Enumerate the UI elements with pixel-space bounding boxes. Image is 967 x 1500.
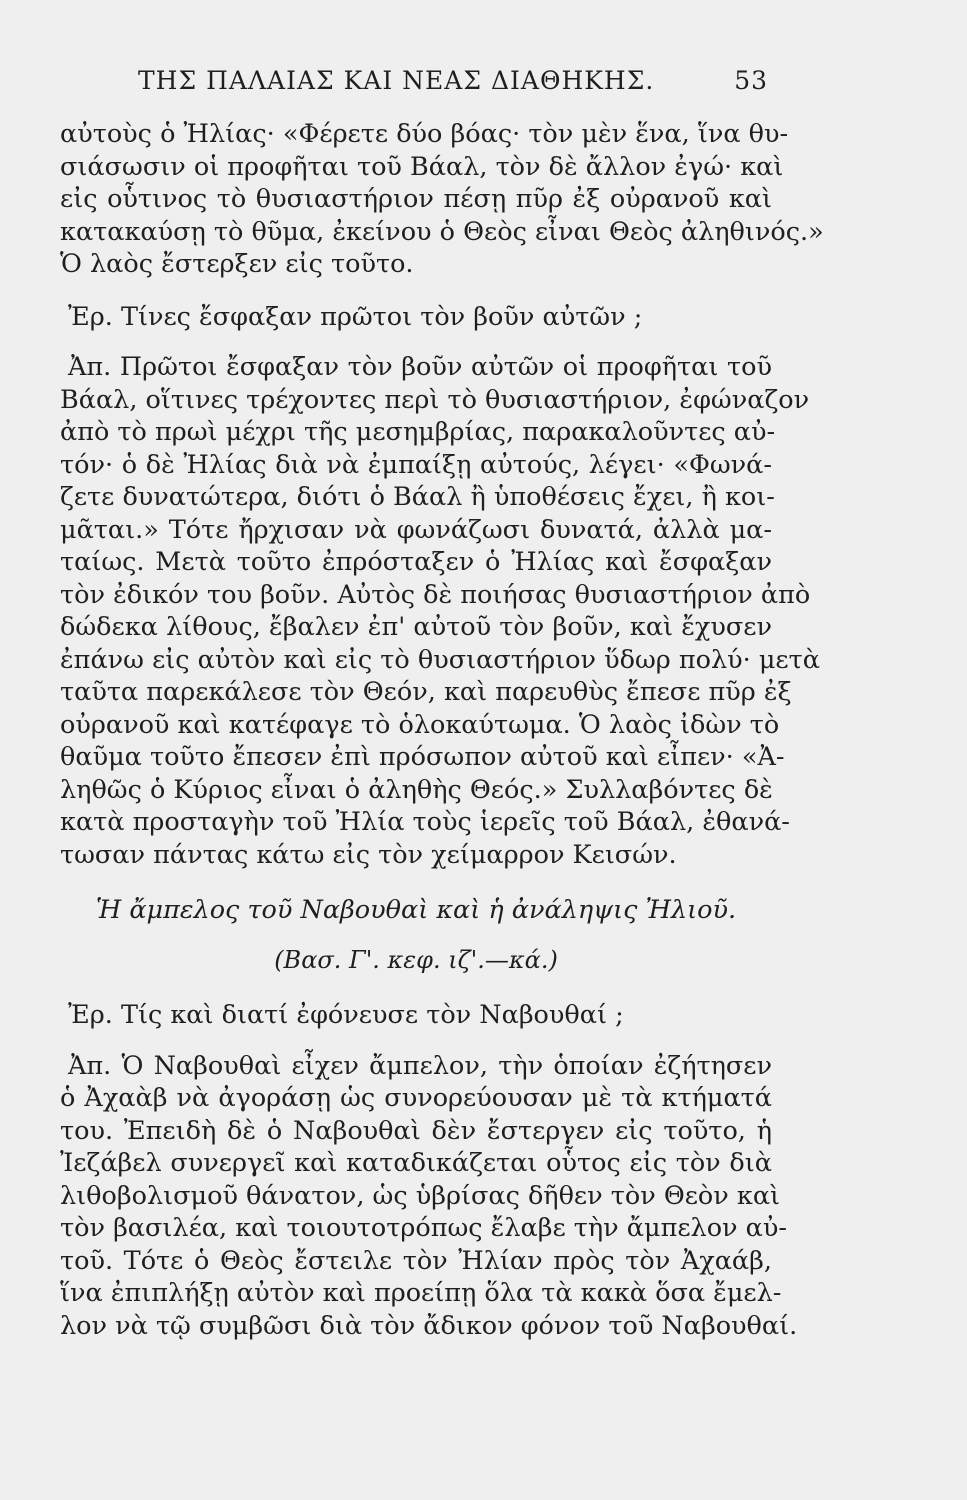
text-line: ταῦτα παρεκάλεσε τὸν Θεόν, καὶ παρευθὺς ἔπεσε πῦρ ἐξ xyxy=(60,677,792,707)
answer-paragraph xyxy=(60,351,820,871)
text-line: δώδεκα λίθους, ἔβαλεν ἐπ' αὐτοῦ τὸν βοῦν, καὶ ἔχυσεν xyxy=(60,612,772,642)
text-line: τωσαν πάντας κάτω εἰς τὸν χείμαρρον Κεισών. xyxy=(60,839,677,870)
text-line: Ἀπ. Ὁ Ναβουθαὶ εἶχεν ἄμπελον, τὴν ὁποίαν ἐζήτησεν xyxy=(68,1050,772,1081)
section-title: Ἡ ἄμπελος τοῦ Ναβουθαὶ καὶ ἡ ἀνάληψις Ἠλιοῦ. xyxy=(95,895,737,925)
text-line: εἰς οὗτινος τὸ θυσιαστήριον πέσῃ πῦρ ἐξ οὐρανοῦ καὶ xyxy=(60,184,772,214)
text-line: οὐρανοῦ καὶ κατέφαγε τὸ ὁλοκαύτωμα. Ὁ λαὸς ἰδὼν τὸ xyxy=(60,709,780,740)
text-line: κατακαύσῃ τὸ θῦμα, ἐκείνου ὁ Θεὸς εἶναι Θεὸς ἀληθινός.» xyxy=(60,216,824,247)
section-reference: (Βασ. Γ'. κεφ. ιζ'.—κά.) xyxy=(274,946,558,974)
text-line: θαῦμα τοῦτο ἔπεσεν ἐπὶ πρόσωπον αὐτοῦ καὶ εἶπεν· «Ἀ- xyxy=(60,742,785,772)
text-line: λιθοβολισμοῦ θάνατον, ὡς ὑβρίσας δῆθεν τὸν Θεὸν καὶ xyxy=(60,1180,781,1211)
text-line: Ὁ λαὸς ἔστερξεν εἰς τοῦτο. xyxy=(60,249,414,279)
answer-paragraph xyxy=(60,1050,798,1343)
text-line: τοῦ. Τότε ὁ Θεὸς ἔστειλε τὸν Ἠλίαν πρὸς τὸν Ἀχαάβ, xyxy=(60,1245,772,1276)
paragraph-continuation xyxy=(60,118,824,281)
text-line: λον νὰ τῷ συμβῶσι διὰ τὸν ἄδικον φόνον τοῦ Ναβουθαί. xyxy=(60,1310,798,1341)
text-line: ὁ Ἀχαὰβ νὰ ἀγοράσῃ ὡς συνορεύουσαν μὲ τὰ κτήματά xyxy=(60,1083,772,1113)
question-line: Ἐρ. Τίς καὶ διατί ἐφόνευσε τὸν Ναβουθαί ; xyxy=(68,1000,624,1030)
text-line: αὐτοὺς ὁ Ἠλίας· «Φέρετε δύο βόας· τὸν μὲν ἕνα, ἵνα θυ- xyxy=(60,119,789,149)
page-number: 53 xyxy=(734,66,768,95)
running-title: ΤΗΣ ΠΑΛΑΙΑΣ ΚΑΙ ΝΕΑΣ ΔΙΑΘΗΚΗΣ. xyxy=(138,66,655,95)
text-line: ἀπὸ τὸ πρωὶ μέχρι τῆς μεσημβρίας, παρακαλοῦντες αὐ- xyxy=(60,417,776,447)
text-line: ληθῶς ὁ Κύριος εἶναι ὁ ἀληθὴς Θεός.» Συλλαβόντες δὲ xyxy=(60,774,773,805)
text-line: Ἰεζάβελ συνεργεῖ καὶ καταδικάζεται οὗτος εἰς τὸν διὰ xyxy=(60,1148,772,1178)
text-line: μᾶται.» Τότε ἤρχισαν νὰ φωνάζωσι δυνατά, ἀλλὰ μα- xyxy=(60,514,772,545)
text-line: ταίως. Μετὰ τοῦτο ἐπρόσταξεν ὁ Ἠλίας καὶ ἔσφαξαν xyxy=(60,547,772,577)
text-line: ζετε δυνατώτερα, διότι ὁ Βάαλ ἢ ὑποθέσεις ἔχει, ἢ κοι- xyxy=(60,482,775,512)
spacer xyxy=(60,1032,772,1050)
text-line: Βάαλ, οἵτινες τρέχοντες περὶ τὸ θυσιαστήριον, ἐφώναζον xyxy=(60,384,810,415)
text-line: τόν· ὁ δὲ Ἠλίας διὰ νὰ ἐμπαίξῃ αὐτούς, λέγει· «Φωνά- xyxy=(60,449,772,480)
text-line: Ἀπ. Πρῶτοι ἔσφαξαν τὸν βοῦν αὐτῶν οἱ προφῆται τοῦ xyxy=(68,352,772,382)
text-line: κατὰ προσταγὴν τοῦ Ἠλία τοὺς ἱερεῖς τοῦ Βάαλ, ἐθανά- xyxy=(60,807,790,837)
question-line: Ἐρ. Τίνες ἔσφαξαν πρῶτοι τὸν βοῦν αὐτῶν ; xyxy=(68,301,643,332)
spacer xyxy=(60,871,772,893)
spacer xyxy=(60,281,772,301)
text-line: ἐπάνω εἰς αὐτὸν καὶ εἰς τὸ θυσιαστήριον ὕδωρ πολύ· μετὰ xyxy=(60,644,820,675)
page-body xyxy=(60,118,824,1342)
text-line: ἵνα ἐπιπλήξῃ αὐτὸν καὶ προείπῃ ὅλα τὰ κακὰ ὅσα ἔμελ- xyxy=(60,1278,782,1308)
text-line: του. Ἐπειδὴ δὲ ὁ Ναβουθαὶ δὲν ἔστεργεν εἰς τοῦτο, ἡ xyxy=(60,1115,772,1146)
spacer xyxy=(60,333,772,351)
text-line: τὸν ἐδικόν του βοῦν. Αὐτὸς δὲ ποιήσας θυσιαστήριον ἀπὸ xyxy=(60,579,811,610)
running-header xyxy=(138,66,768,102)
spacer xyxy=(60,977,772,999)
text-line: τὸν βασιλέα, καὶ τοιουτοτρόπως ἔλαβε τὴν ἄμπελον αὐ- xyxy=(60,1213,787,1243)
text-line: σιάσωσιν οἱ προφῆται τοῦ Βάαλ, τὸν δὲ ἄλλον ἐγώ· καὶ xyxy=(60,151,784,182)
